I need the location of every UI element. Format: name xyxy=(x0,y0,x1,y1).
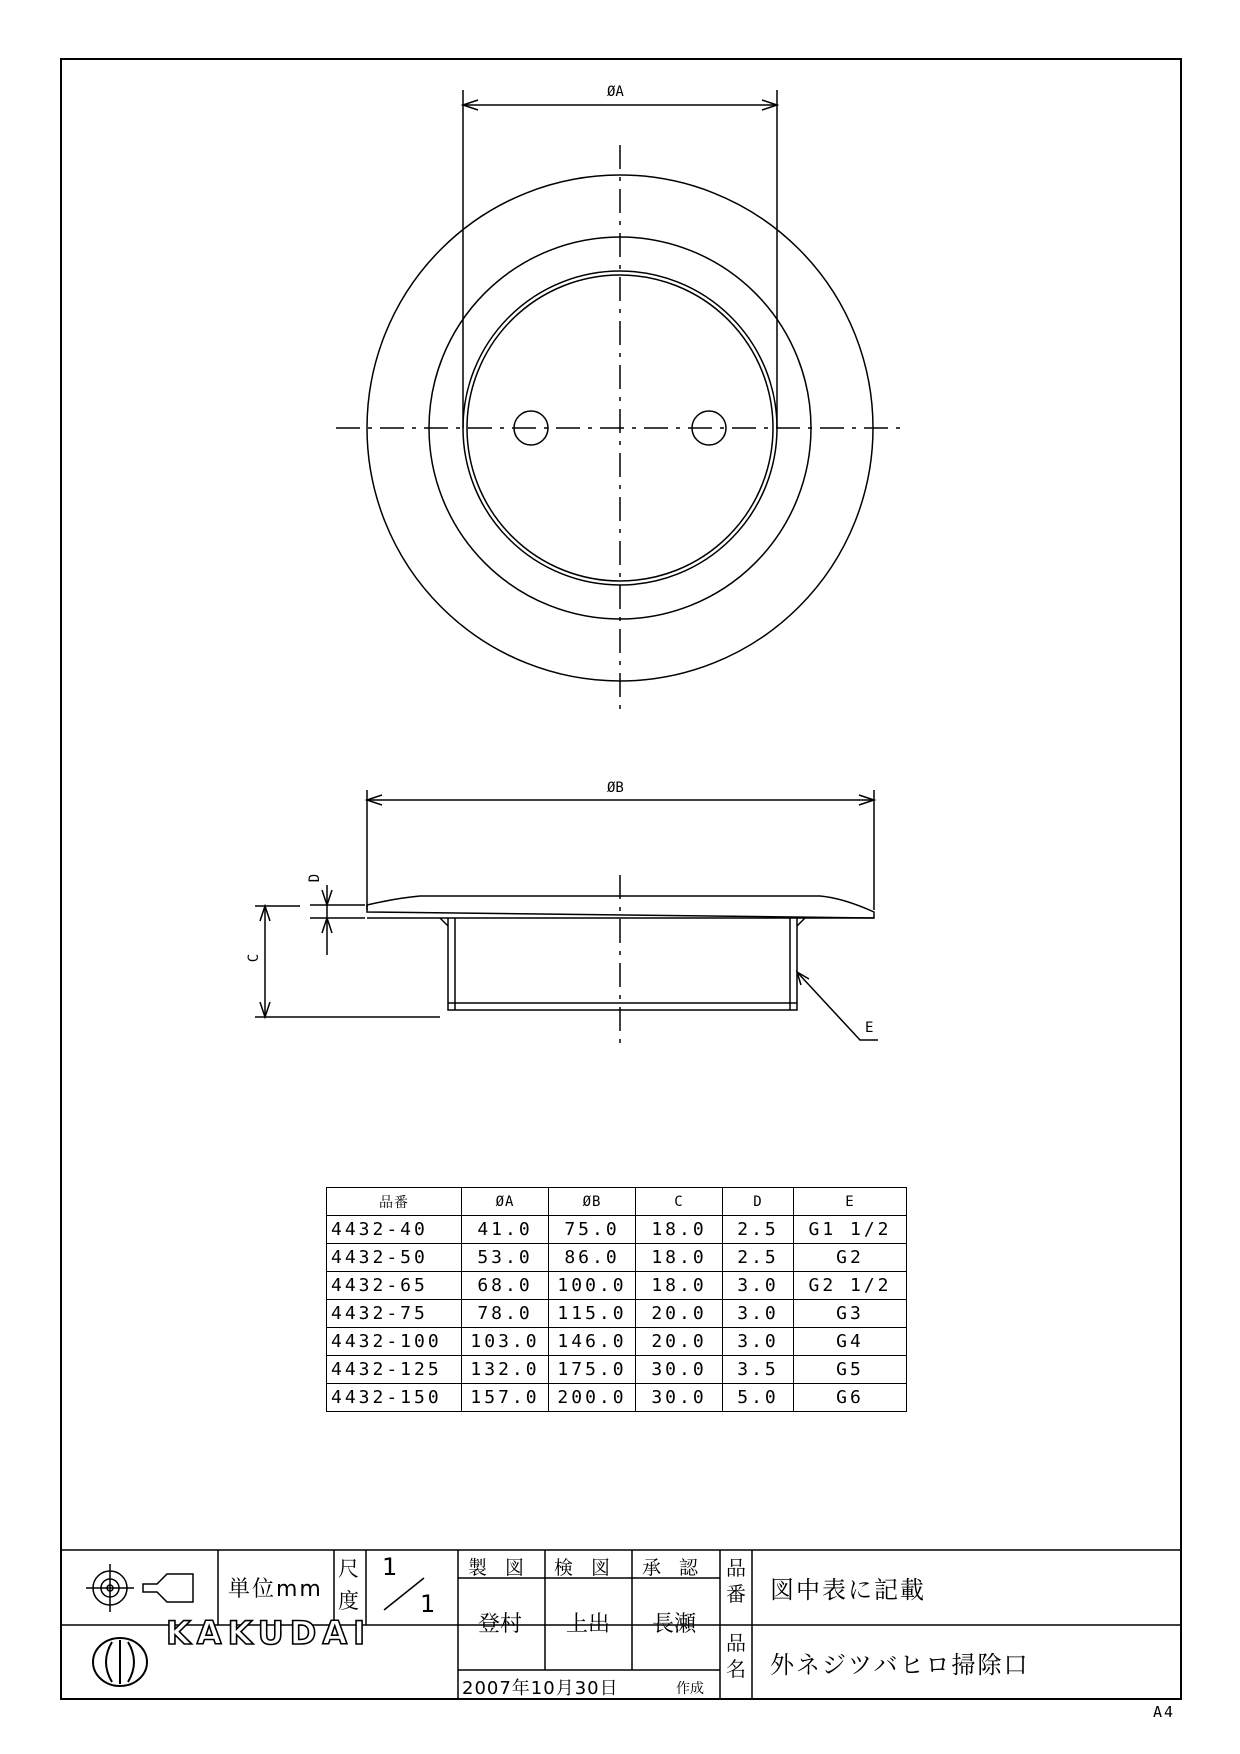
kakudai-logo-mark xyxy=(93,1638,147,1686)
approved-by: 長瀬 xyxy=(652,1612,697,1637)
created-label: 作成 xyxy=(676,1681,704,1697)
cell-d: 2.5 xyxy=(723,1244,794,1272)
part-name-value: 外ネジツバヒロ掃除口 xyxy=(770,1651,1030,1679)
table-row xyxy=(327,1300,907,1328)
spec-table xyxy=(326,1187,907,1412)
header-dia-b: ØB xyxy=(549,1188,636,1216)
part-no-label-2: 番 xyxy=(726,1582,746,1606)
cell-part-no: 4432-50 xyxy=(327,1244,462,1272)
table-row xyxy=(327,1216,907,1244)
cell-dia-a: 103.0 xyxy=(462,1328,549,1356)
cell-dia-b: 75.0 xyxy=(549,1216,636,1244)
scale-numerator: 1 xyxy=(382,1553,398,1581)
part-name-label-2: 名 xyxy=(726,1657,746,1681)
cell-dia-b: 115.0 xyxy=(549,1300,636,1328)
cell-c: 30.0 xyxy=(636,1384,723,1412)
header-c: C xyxy=(636,1188,723,1216)
cell-part-no: 4432-40 xyxy=(327,1216,462,1244)
table-row xyxy=(327,1384,907,1412)
part-no-value: 図中表に記載 xyxy=(770,1576,926,1604)
approved-label: 承 認 xyxy=(642,1557,705,1579)
cell-c: 20.0 xyxy=(636,1328,723,1356)
cell-part-no: 4432-100 xyxy=(327,1328,462,1356)
page-size-label: A4 xyxy=(1153,1703,1176,1721)
dim-b-label: ØB xyxy=(607,780,624,796)
dim-e-label: E xyxy=(865,1020,874,1036)
drawn-label: 製 図 xyxy=(468,1557,531,1579)
cell-part-no: 4432-75 xyxy=(327,1300,462,1328)
cell-e: G2 xyxy=(794,1244,907,1272)
created-date: 2007年10月30日 xyxy=(462,1678,619,1699)
cell-c: 30.0 xyxy=(636,1356,723,1384)
cell-part-no: 4432-65 xyxy=(327,1272,462,1300)
cell-d: 5.0 xyxy=(723,1384,794,1412)
table-row xyxy=(327,1356,907,1384)
checked-by: 上出 xyxy=(566,1612,611,1637)
projection-symbol xyxy=(86,1564,193,1612)
table-row xyxy=(327,1244,907,1272)
dim-a-label: ØA xyxy=(607,84,624,100)
cell-dia-a: 53.0 xyxy=(462,1244,549,1272)
cell-e: G2 1/2 xyxy=(794,1272,907,1300)
cell-dia-a: 157.0 xyxy=(462,1384,549,1412)
part-no-label-1: 品 xyxy=(726,1556,746,1580)
cell-part-no: 4432-125 xyxy=(327,1356,462,1384)
header-d: D xyxy=(723,1188,794,1216)
cell-dia-a: 132.0 xyxy=(462,1356,549,1384)
cell-d: 3.5 xyxy=(723,1356,794,1384)
dim-c-label: C xyxy=(246,953,263,963)
spec-table-header-row xyxy=(327,1188,907,1216)
header-e: E xyxy=(794,1188,907,1216)
cell-d: 3.0 xyxy=(723,1300,794,1328)
table-row xyxy=(327,1328,907,1356)
cell-d: 3.0 xyxy=(723,1272,794,1300)
scale-denominator: 1 xyxy=(420,1590,436,1618)
cell-dia-a: 68.0 xyxy=(462,1272,549,1300)
cell-e: G4 xyxy=(794,1328,907,1356)
cell-c: 18.0 xyxy=(636,1272,723,1300)
cell-e: G1 1/2 xyxy=(794,1216,907,1244)
cell-dia-b: 86.0 xyxy=(549,1244,636,1272)
part-name-label-1: 品 xyxy=(726,1631,746,1655)
cell-dia-b: 175.0 xyxy=(549,1356,636,1384)
cell-c: 18.0 xyxy=(636,1244,723,1272)
scale-label-bottom: 度 xyxy=(338,1589,359,1613)
cell-part-no: 4432-150 xyxy=(327,1384,462,1412)
thread-body xyxy=(448,918,797,1010)
header-part-no: 品番 xyxy=(327,1188,462,1216)
drawn-by: 登村 xyxy=(478,1612,523,1637)
cell-dia-a: 78.0 xyxy=(462,1300,549,1328)
table-row xyxy=(327,1272,907,1300)
cell-e: G3 xyxy=(794,1300,907,1328)
cell-d: 3.0 xyxy=(723,1328,794,1356)
cell-d: 2.5 xyxy=(723,1216,794,1244)
company-logo-text: KAKUDAI xyxy=(166,1614,372,1652)
cell-dia-b: 200.0 xyxy=(549,1384,636,1412)
unit-label: 単位mm xyxy=(228,1577,323,1602)
cell-c: 18.0 xyxy=(636,1216,723,1244)
cell-e: G6 xyxy=(794,1384,907,1412)
cell-dia-b: 146.0 xyxy=(549,1328,636,1356)
cell-dia-a: 41.0 xyxy=(462,1216,549,1244)
cell-dia-b: 100.0 xyxy=(549,1272,636,1300)
checked-label: 検 図 xyxy=(554,1557,617,1579)
dim-d-label: D xyxy=(307,873,324,883)
header-dia-a: ØA xyxy=(462,1188,549,1216)
cell-e: G5 xyxy=(794,1356,907,1384)
cell-c: 20.0 xyxy=(636,1300,723,1328)
scale-label-top: 尺 xyxy=(338,1557,359,1581)
